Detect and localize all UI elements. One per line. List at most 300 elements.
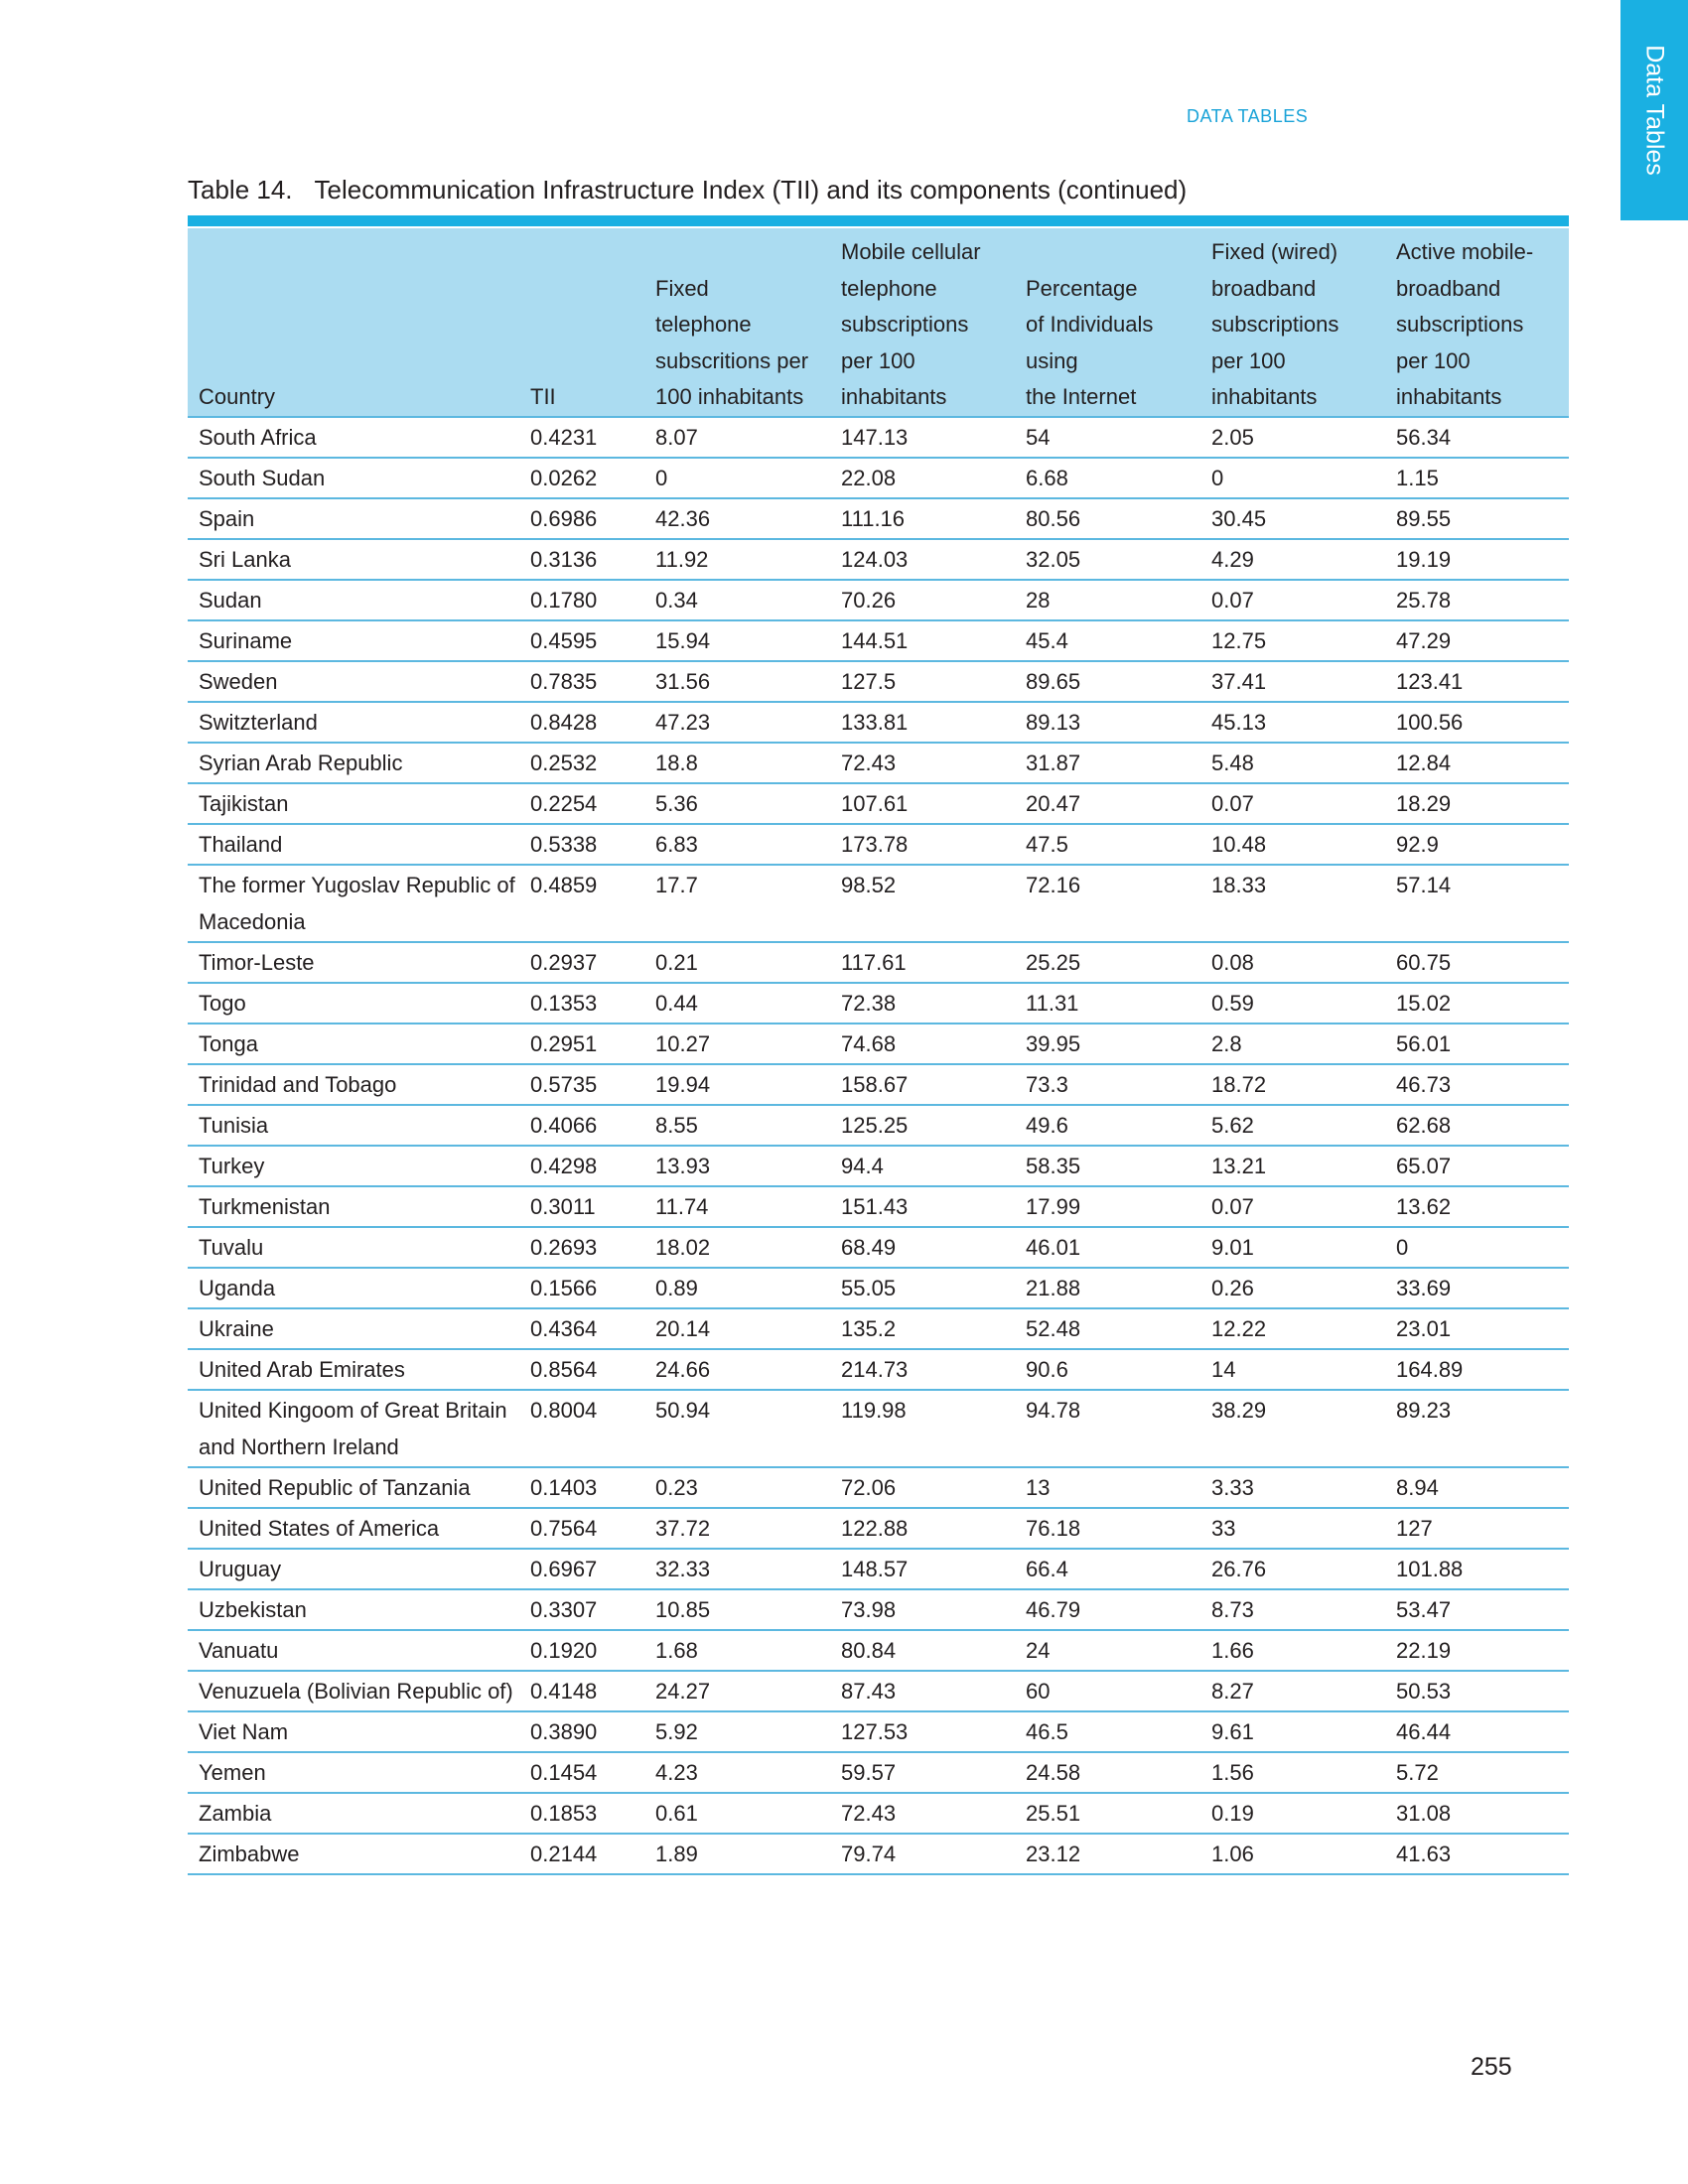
cell-mobile-broadband: 33.69 [1385, 1268, 1569, 1308]
cell-mobile-cellular: 148.57 [830, 1549, 1015, 1589]
cell-mobile-cellular: 122.88 [830, 1508, 1015, 1549]
cell-mobile-cellular: 127.5 [830, 661, 1015, 702]
cell-fixed-broadband: 1.66 [1200, 1630, 1385, 1671]
cell-mobile-broadband: 50.53 [1385, 1671, 1569, 1711]
cell-internet-users: 23.12 [1015, 1834, 1200, 1874]
cell-fixed-telephone: 18.02 [644, 1227, 830, 1268]
cell-fixed-telephone: 24.66 [644, 1349, 830, 1390]
cell-internet-users: 66.4 [1015, 1549, 1200, 1589]
cell-country: South Africa [188, 417, 519, 458]
cell-mobile-cellular: 72.43 [830, 1793, 1015, 1834]
cell-country: Thailand [188, 824, 519, 865]
cell-fixed-telephone: 11.92 [644, 539, 830, 580]
table-row [188, 458, 1569, 498]
cell-mobile-cellular: 147.13 [830, 417, 1015, 458]
cell-tii: 0.4859 [519, 865, 644, 942]
cell-mobile-cellular: 158.67 [830, 1064, 1015, 1105]
cell-tii: 0.1780 [519, 580, 644, 620]
cell-tii: 0.7835 [519, 661, 644, 702]
table-row [188, 1752, 1569, 1793]
cell-internet-users: 94.78 [1015, 1390, 1200, 1467]
table-number: Table 14. [188, 175, 293, 205]
cell-tii: 0.4298 [519, 1146, 644, 1186]
column-header-line: Percentage [1026, 275, 1138, 301]
cell-country: Yemen [188, 1752, 519, 1793]
cell-mobile-cellular: 111.16 [830, 498, 1015, 539]
cell-fixed-telephone: 0.23 [644, 1467, 830, 1508]
cell-mobile-broadband: 46.44 [1385, 1711, 1569, 1752]
cell-fixed-broadband: 12.22 [1200, 1308, 1385, 1349]
cell-mobile-broadband: 31.08 [1385, 1793, 1569, 1834]
table-row [188, 1793, 1569, 1834]
cell-mobile-broadband: 100.56 [1385, 702, 1569, 743]
cell-internet-users: 17.99 [1015, 1186, 1200, 1227]
column-header-line: Mobile cellular [841, 239, 981, 264]
column-header-mobile-cellular [830, 227, 1015, 417]
table-row [188, 1549, 1569, 1589]
cell-fixed-telephone: 0.21 [644, 942, 830, 983]
column-header-line: inhabitants [841, 384, 947, 409]
cell-internet-users: 6.68 [1015, 458, 1200, 498]
cell-tii: 0.3307 [519, 1589, 644, 1630]
column-header-line: telephone [841, 275, 937, 301]
cell-internet-users: 39.95 [1015, 1024, 1200, 1064]
cell-mobile-broadband: 22.19 [1385, 1630, 1569, 1671]
cell-country: United States of America [188, 1508, 519, 1549]
cell-country: Sweden [188, 661, 519, 702]
cell-country: Vanuatu [188, 1630, 519, 1671]
cell-tii: 0.6967 [519, 1549, 644, 1589]
cell-fixed-broadband: 45.13 [1200, 702, 1385, 743]
column-header-line: TII [530, 384, 556, 409]
cell-internet-users: 76.18 [1015, 1508, 1200, 1549]
cell-tii: 0.1454 [519, 1752, 644, 1793]
cell-country: South Sudan [188, 458, 519, 498]
cell-country: Sri Lanka [188, 539, 519, 580]
cell-internet-users: 24 [1015, 1630, 1200, 1671]
cell-mobile-broadband: 12.84 [1385, 743, 1569, 783]
cell-mobile-cellular: 68.49 [830, 1227, 1015, 1268]
cell-mobile-cellular: 127.53 [830, 1711, 1015, 1752]
cell-tii: 0.6986 [519, 498, 644, 539]
cell-mobile-cellular: 144.51 [830, 620, 1015, 661]
cell-internet-users: 73.3 [1015, 1064, 1200, 1105]
cell-fixed-broadband: 0.59 [1200, 983, 1385, 1024]
cell-country: Turkey [188, 1146, 519, 1186]
cell-fixed-telephone: 15.94 [644, 620, 830, 661]
cell-fixed-telephone: 0.44 [644, 983, 830, 1024]
cell-mobile-cellular: 87.43 [830, 1671, 1015, 1711]
cell-tii: 0.8004 [519, 1390, 644, 1467]
cell-internet-users: 13 [1015, 1467, 1200, 1508]
cell-country: Ukraine [188, 1308, 519, 1349]
table-row [188, 1711, 1569, 1752]
cell-country: Syrian Arab Republic [188, 743, 519, 783]
cell-mobile-cellular: 73.98 [830, 1589, 1015, 1630]
section-side-tab [1620, 0, 1688, 220]
cell-fixed-telephone: 8.55 [644, 1105, 830, 1146]
cell-mobile-broadband: 41.63 [1385, 1834, 1569, 1874]
cell-mobile-cellular: 133.81 [830, 702, 1015, 743]
cell-fixed-telephone: 0.61 [644, 1793, 830, 1834]
cell-fixed-broadband: 1.06 [1200, 1834, 1385, 1874]
cell-country: Timor-Leste [188, 942, 519, 983]
cell-internet-users: 46.01 [1015, 1227, 1200, 1268]
column-header-mobile-broadband [1385, 227, 1569, 417]
column-header-line: of Individuals [1026, 312, 1154, 337]
cell-country: Suriname [188, 620, 519, 661]
cell-mobile-cellular: 74.68 [830, 1024, 1015, 1064]
cell-mobile-broadband: 13.62 [1385, 1186, 1569, 1227]
cell-internet-users: 89.13 [1015, 702, 1200, 743]
cell-mobile-cellular: 79.74 [830, 1834, 1015, 1874]
column-header-internet-users [1015, 227, 1200, 417]
cell-mobile-broadband: 23.01 [1385, 1308, 1569, 1349]
table-row [188, 942, 1569, 983]
cell-fixed-telephone: 1.68 [644, 1630, 830, 1671]
cell-fixed-telephone: 24.27 [644, 1671, 830, 1711]
cell-fixed-telephone: 0.89 [644, 1268, 830, 1308]
cell-internet-users: 45.4 [1015, 620, 1200, 661]
column-header-line: inhabitants [1396, 384, 1502, 409]
cell-internet-users: 52.48 [1015, 1308, 1200, 1349]
cell-tii: 0.0262 [519, 458, 644, 498]
data-table-container [188, 215, 1569, 1875]
table-row [188, 1227, 1569, 1268]
column-header-line: per 100 [841, 347, 915, 373]
cell-internet-users: 90.6 [1015, 1349, 1200, 1390]
cell-mobile-cellular: 151.43 [830, 1186, 1015, 1227]
column-header-line: inhabitants [1211, 384, 1318, 409]
cell-tii: 0.1566 [519, 1268, 644, 1308]
cell-fixed-telephone: 18.8 [644, 743, 830, 783]
table-row [188, 661, 1569, 702]
cell-fixed-broadband: 8.27 [1200, 1671, 1385, 1711]
cell-fixed-broadband: 37.41 [1200, 661, 1385, 702]
table-row [188, 743, 1569, 783]
cell-fixed-broadband: 0 [1200, 458, 1385, 498]
cell-country: Turkmenistan [188, 1186, 519, 1227]
cell-country: Viet Nam [188, 1711, 519, 1752]
cell-fixed-telephone: 42.36 [644, 498, 830, 539]
cell-fixed-broadband: 18.72 [1200, 1064, 1385, 1105]
cell-fixed-telephone: 17.7 [644, 865, 830, 942]
cell-mobile-broadband: 164.89 [1385, 1349, 1569, 1390]
cell-fixed-broadband: 5.48 [1200, 743, 1385, 783]
cell-internet-users: 31.87 [1015, 743, 1200, 783]
cell-tii: 0.3011 [519, 1186, 644, 1227]
cell-mobile-cellular: 98.52 [830, 865, 1015, 942]
page-number: 255 [1471, 2053, 1512, 2081]
cell-tii: 0.8428 [519, 702, 644, 743]
cell-mobile-broadband: 57.14 [1385, 865, 1569, 942]
table-row [188, 1630, 1569, 1671]
cell-tii: 0.2532 [519, 743, 644, 783]
cell-country: The former Yugoslav Republic of Macedonia [188, 865, 519, 942]
cell-internet-users: 89.65 [1015, 661, 1200, 702]
cell-fixed-telephone: 13.93 [644, 1146, 830, 1186]
cell-country: Tunisia [188, 1105, 519, 1146]
cell-mobile-cellular: 72.43 [830, 743, 1015, 783]
column-header-line: 100 inhabitants [655, 384, 804, 409]
cell-mobile-broadband: 53.47 [1385, 1589, 1569, 1630]
table-row [188, 783, 1569, 824]
cell-country: Tuvalu [188, 1227, 519, 1268]
table-row [188, 1146, 1569, 1186]
cell-internet-users: 80.56 [1015, 498, 1200, 539]
cell-fixed-broadband: 5.62 [1200, 1105, 1385, 1146]
table-row [188, 865, 1569, 942]
cell-fixed-broadband: 9.61 [1200, 1711, 1385, 1752]
cell-tii: 0.2937 [519, 942, 644, 983]
column-header-line: Active mobile- [1396, 239, 1534, 264]
cell-fixed-broadband: 0.26 [1200, 1268, 1385, 1308]
cell-fixed-broadband: 12.75 [1200, 620, 1385, 661]
cell-mobile-broadband: 65.07 [1385, 1146, 1569, 1186]
cell-fixed-broadband: 0.19 [1200, 1793, 1385, 1834]
cell-fixed-telephone: 5.36 [644, 783, 830, 824]
cell-country: United Republic of Tanzania [188, 1467, 519, 1508]
table-row [188, 1024, 1569, 1064]
cell-mobile-broadband: 46.73 [1385, 1064, 1569, 1105]
cell-fixed-broadband: 0.08 [1200, 942, 1385, 983]
table-row [188, 580, 1569, 620]
cell-fixed-broadband: 1.56 [1200, 1752, 1385, 1793]
cell-fixed-broadband: 4.29 [1200, 539, 1385, 580]
cell-fixed-telephone: 1.89 [644, 1834, 830, 1874]
table-row [188, 702, 1569, 743]
cell-mobile-broadband: 89.55 [1385, 498, 1569, 539]
column-header-line: Fixed [655, 275, 709, 301]
cell-country: Switzterland [188, 702, 519, 743]
cell-mobile-cellular: 107.61 [830, 783, 1015, 824]
cell-mobile-broadband: 89.23 [1385, 1390, 1569, 1467]
column-header-tii [519, 227, 644, 417]
cell-mobile-broadband: 25.78 [1385, 580, 1569, 620]
cell-fixed-telephone: 50.94 [644, 1390, 830, 1467]
column-header-line: broadband [1396, 275, 1501, 301]
cell-mobile-cellular: 72.06 [830, 1467, 1015, 1508]
cell-country: Uzbekistan [188, 1589, 519, 1630]
cell-tii: 0.1920 [519, 1630, 644, 1671]
cell-tii: 0.3890 [519, 1711, 644, 1752]
table-body [188, 417, 1569, 1874]
table-row [188, 1105, 1569, 1146]
cell-tii: 0.2254 [519, 783, 644, 824]
cell-mobile-broadband: 62.68 [1385, 1105, 1569, 1146]
cell-fixed-telephone: 37.72 [644, 1508, 830, 1549]
cell-mobile-cellular: 173.78 [830, 824, 1015, 865]
cell-country: Zimbabwe [188, 1834, 519, 1874]
cell-mobile-broadband: 19.19 [1385, 539, 1569, 580]
cell-mobile-broadband: 127 [1385, 1508, 1569, 1549]
cell-fixed-telephone: 11.74 [644, 1186, 830, 1227]
table-row [188, 1349, 1569, 1390]
cell-internet-users: 25.51 [1015, 1793, 1200, 1834]
cell-country: Zambia [188, 1793, 519, 1834]
cell-country: Spain [188, 498, 519, 539]
table-row [188, 1589, 1569, 1630]
table-row [188, 1508, 1569, 1549]
cell-internet-users: 46.5 [1015, 1711, 1200, 1752]
table-row [188, 1671, 1569, 1711]
cell-fixed-telephone: 6.83 [644, 824, 830, 865]
column-header-line: subscriptions [1211, 312, 1339, 337]
cell-tii: 0.8564 [519, 1349, 644, 1390]
section-side-tab-label: Data Tables [1640, 45, 1669, 176]
running-head: DATA TABLES [1187, 106, 1309, 126]
cell-internet-users: 11.31 [1015, 983, 1200, 1024]
cell-mobile-cellular: 70.26 [830, 580, 1015, 620]
table-row [188, 983, 1569, 1024]
column-header-line: telephone [655, 312, 752, 337]
cell-internet-users: 49.6 [1015, 1105, 1200, 1146]
cell-internet-users: 24.58 [1015, 1752, 1200, 1793]
cell-mobile-broadband: 60.75 [1385, 942, 1569, 983]
cell-tii: 0.2144 [519, 1834, 644, 1874]
cell-fixed-broadband: 2.8 [1200, 1024, 1385, 1064]
cell-mobile-broadband: 56.01 [1385, 1024, 1569, 1064]
cell-country: Trinidad and Tobago [188, 1064, 519, 1105]
column-header-line: subscriptions [1396, 312, 1524, 337]
cell-fixed-telephone: 10.27 [644, 1024, 830, 1064]
cell-internet-users: 32.05 [1015, 539, 1200, 580]
cell-tii: 0.4148 [519, 1671, 644, 1711]
cell-mobile-cellular: 119.98 [830, 1390, 1015, 1467]
cell-fixed-telephone: 8.07 [644, 417, 830, 458]
cell-fixed-broadband: 9.01 [1200, 1227, 1385, 1268]
cell-mobile-cellular: 94.4 [830, 1146, 1015, 1186]
cell-internet-users: 60 [1015, 1671, 1200, 1711]
cell-fixed-telephone: 4.23 [644, 1752, 830, 1793]
cell-mobile-broadband: 56.34 [1385, 417, 1569, 458]
cell-fixed-telephone: 5.92 [644, 1711, 830, 1752]
cell-fixed-telephone: 32.33 [644, 1549, 830, 1589]
cell-mobile-cellular: 125.25 [830, 1105, 1015, 1146]
cell-mobile-cellular: 22.08 [830, 458, 1015, 498]
cell-internet-users: 58.35 [1015, 1146, 1200, 1186]
cell-tii: 0.1403 [519, 1467, 644, 1508]
cell-internet-users: 20.47 [1015, 783, 1200, 824]
cell-tii: 0.1853 [519, 1793, 644, 1834]
cell-fixed-broadband: 8.73 [1200, 1589, 1385, 1630]
column-header-line: per 100 [1396, 347, 1471, 373]
cell-fixed-broadband: 30.45 [1200, 498, 1385, 539]
cell-internet-users: 28 [1015, 580, 1200, 620]
cell-tii: 0.5338 [519, 824, 644, 865]
cell-tii: 0.5735 [519, 1064, 644, 1105]
cell-mobile-cellular: 80.84 [830, 1630, 1015, 1671]
table-title [188, 175, 1187, 205]
cell-mobile-cellular: 124.03 [830, 539, 1015, 580]
cell-country: United Arab Emirates [188, 1349, 519, 1390]
table-header-row [188, 227, 1569, 417]
cell-mobile-broadband: 5.72 [1385, 1752, 1569, 1793]
cell-fixed-broadband: 33 [1200, 1508, 1385, 1549]
cell-mobile-broadband: 47.29 [1385, 620, 1569, 661]
cell-mobile-cellular: 55.05 [830, 1268, 1015, 1308]
cell-internet-users: 72.16 [1015, 865, 1200, 942]
column-header-line: broadband [1211, 275, 1317, 301]
cell-mobile-broadband: 18.29 [1385, 783, 1569, 824]
column-header-line: Country [199, 384, 276, 409]
cell-country: Sudan [188, 580, 519, 620]
cell-mobile-cellular: 72.38 [830, 983, 1015, 1024]
table-row [188, 539, 1569, 580]
table-row [188, 824, 1569, 865]
table-row [188, 417, 1569, 458]
cell-mobile-broadband: 0 [1385, 1227, 1569, 1268]
table-row [188, 1467, 1569, 1508]
table-row [188, 498, 1569, 539]
cell-tii: 0.4066 [519, 1105, 644, 1146]
cell-internet-users: 47.5 [1015, 824, 1200, 865]
table-row [188, 1186, 1569, 1227]
table-title-text: Telecommunication Infrastructure Index (TII) and its components (continued) [314, 175, 1188, 205]
cell-tii: 0.4231 [519, 417, 644, 458]
cell-tii: 0.1353 [519, 983, 644, 1024]
cell-fixed-broadband: 10.48 [1200, 824, 1385, 865]
cell-mobile-broadband: 15.02 [1385, 983, 1569, 1024]
table-top-rule [188, 215, 1569, 226]
data-table [188, 226, 1569, 1875]
column-header-line: subscritions per [655, 347, 809, 373]
cell-mobile-broadband: 8.94 [1385, 1467, 1569, 1508]
cell-fixed-telephone: 47.23 [644, 702, 830, 743]
cell-internet-users: 54 [1015, 417, 1200, 458]
cell-fixed-broadband: 26.76 [1200, 1549, 1385, 1589]
cell-tii: 0.2951 [519, 1024, 644, 1064]
cell-fixed-broadband: 14 [1200, 1349, 1385, 1390]
cell-country: Uruguay [188, 1549, 519, 1589]
cell-country: Venuzuela (Bolivian Republic of) [188, 1671, 519, 1711]
table-row [188, 1308, 1569, 1349]
column-header-country [188, 227, 519, 417]
cell-fixed-broadband: 3.33 [1200, 1467, 1385, 1508]
cell-fixed-telephone: 31.56 [644, 661, 830, 702]
cell-mobile-broadband: 123.41 [1385, 661, 1569, 702]
cell-internet-users: 25.25 [1015, 942, 1200, 983]
cell-fixed-broadband: 2.05 [1200, 417, 1385, 458]
cell-mobile-broadband: 101.88 [1385, 1549, 1569, 1589]
cell-mobile-cellular: 135.2 [830, 1308, 1015, 1349]
cell-country: Uganda [188, 1268, 519, 1308]
cell-fixed-telephone: 19.94 [644, 1064, 830, 1105]
cell-mobile-cellular: 214.73 [830, 1349, 1015, 1390]
cell-fixed-broadband: 13.21 [1200, 1146, 1385, 1186]
cell-tii: 0.3136 [519, 539, 644, 580]
column-header-fixed-broadband [1200, 227, 1385, 417]
cell-tii: 0.7564 [519, 1508, 644, 1549]
cell-country: United Kingoom of Great Britain and Northern Ireland [188, 1390, 519, 1467]
table-row [188, 1390, 1569, 1467]
cell-fixed-telephone: 0 [644, 458, 830, 498]
cell-tii: 0.4364 [519, 1308, 644, 1349]
cell-fixed-broadband: 38.29 [1200, 1390, 1385, 1467]
cell-country: Togo [188, 983, 519, 1024]
cell-mobile-broadband: 92.9 [1385, 824, 1569, 865]
cell-fixed-broadband: 0.07 [1200, 580, 1385, 620]
table-row [188, 620, 1569, 661]
cell-internet-users: 21.88 [1015, 1268, 1200, 1308]
column-header-line: subscriptions [841, 312, 969, 337]
table-row [188, 1834, 1569, 1874]
cell-fixed-telephone: 0.34 [644, 580, 830, 620]
cell-mobile-cellular: 117.61 [830, 942, 1015, 983]
cell-fixed-broadband: 0.07 [1200, 1186, 1385, 1227]
cell-tii: 0.2693 [519, 1227, 644, 1268]
cell-fixed-telephone: 20.14 [644, 1308, 830, 1349]
